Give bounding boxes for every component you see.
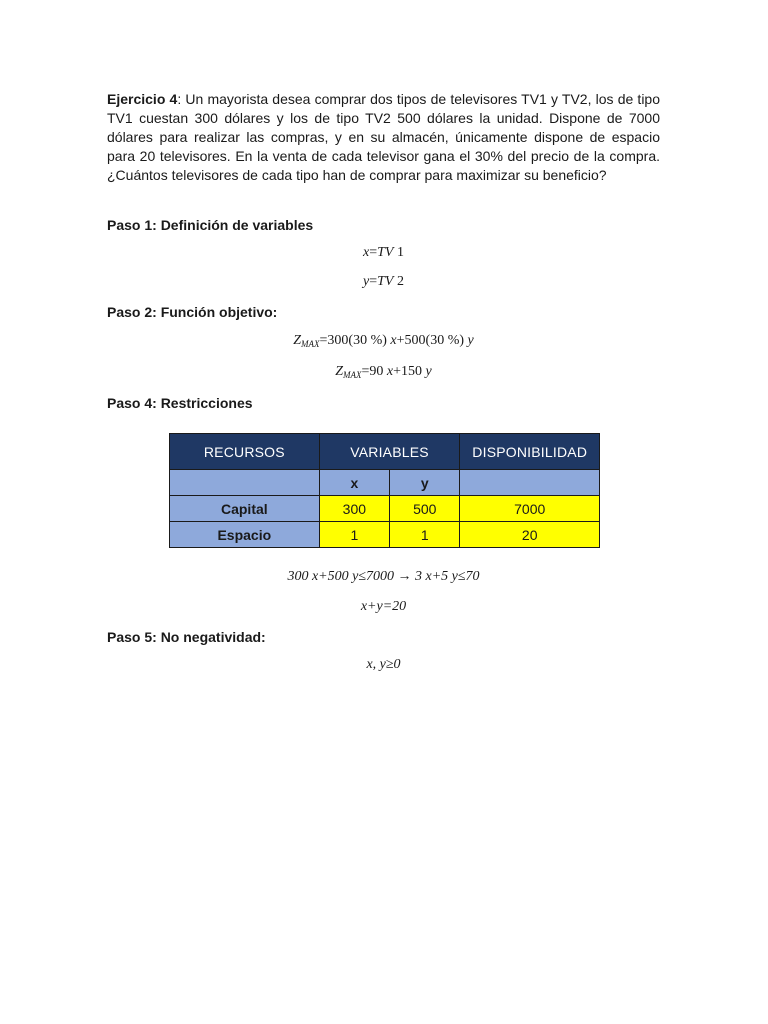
subheader-empty xyxy=(170,470,320,496)
subheader-empty-disp xyxy=(460,470,600,496)
header-disponibilidad: DISPONIBILIDAD xyxy=(460,434,600,470)
objective-function-simplified: $Z_{MAX}=90$ x+150 y xyxy=(335,364,432,380)
constraint-capital: 300 x+500 y≤7000 → 3 x+5 y≤70 xyxy=(287,569,480,584)
table-row xyxy=(170,522,600,548)
row-label: Espacio xyxy=(170,522,320,548)
header-recursos: RECURSOS xyxy=(170,434,320,470)
subheader-y: y xyxy=(390,470,460,496)
problem-statement xyxy=(107,90,660,185)
row-label: Capital xyxy=(170,496,320,522)
cell-y: 1 xyxy=(390,522,460,548)
restrictions-table xyxy=(169,433,600,548)
table-row xyxy=(170,496,600,522)
cell-x: 1 xyxy=(319,522,389,548)
step-5-title: Paso 5: No negatividad: xyxy=(107,629,266,645)
table-subheader-row xyxy=(170,470,600,496)
subheader-x: x xyxy=(319,470,389,496)
cell-x: 300 xyxy=(319,496,389,522)
cell-y: 500 xyxy=(390,496,460,522)
step-4-title: Paso 4: Restricciones xyxy=(107,395,253,411)
objective-function-full: $Z_{MAX}=300(30$ %) x+500(30 %) y xyxy=(293,333,474,349)
exercise-text: : Un mayorista desea comprar dos tipos de televisores TV1 y TV2, los de tipo TV1 cuestan 300 dólares y los de tipo TV2 500 dólares la unidad. Dispone de 7000 dólares para realizar las compras, y en su almacén, únicamente dispone de espacio para 20 televisores. En la venta de cada televisor gana el 30% del precio de la compra. ¿Cuántos televisores de cada tipo han de comprar para maximizar su beneficio? xyxy=(107,91,661,183)
equation-x-def: x=TV 1 xyxy=(363,245,404,260)
table-header-row xyxy=(170,434,600,470)
constraint-space: x+y=20 xyxy=(360,599,407,614)
header-variables: VARIABLES xyxy=(319,434,460,470)
equation-y-def: y=TV 2 xyxy=(363,274,404,289)
cell-disponibilidad: 7000 xyxy=(460,496,600,522)
exercise-label: Ejercicio 4 xyxy=(107,91,178,107)
non-negativity-constraint: x, y≥0 xyxy=(366,657,401,672)
cell-disponibilidad: 20 xyxy=(460,522,600,548)
step-2-title: Paso 2: Función objetivo: xyxy=(107,304,278,320)
step-1-title: Paso 1: Definición de variables xyxy=(107,217,314,233)
